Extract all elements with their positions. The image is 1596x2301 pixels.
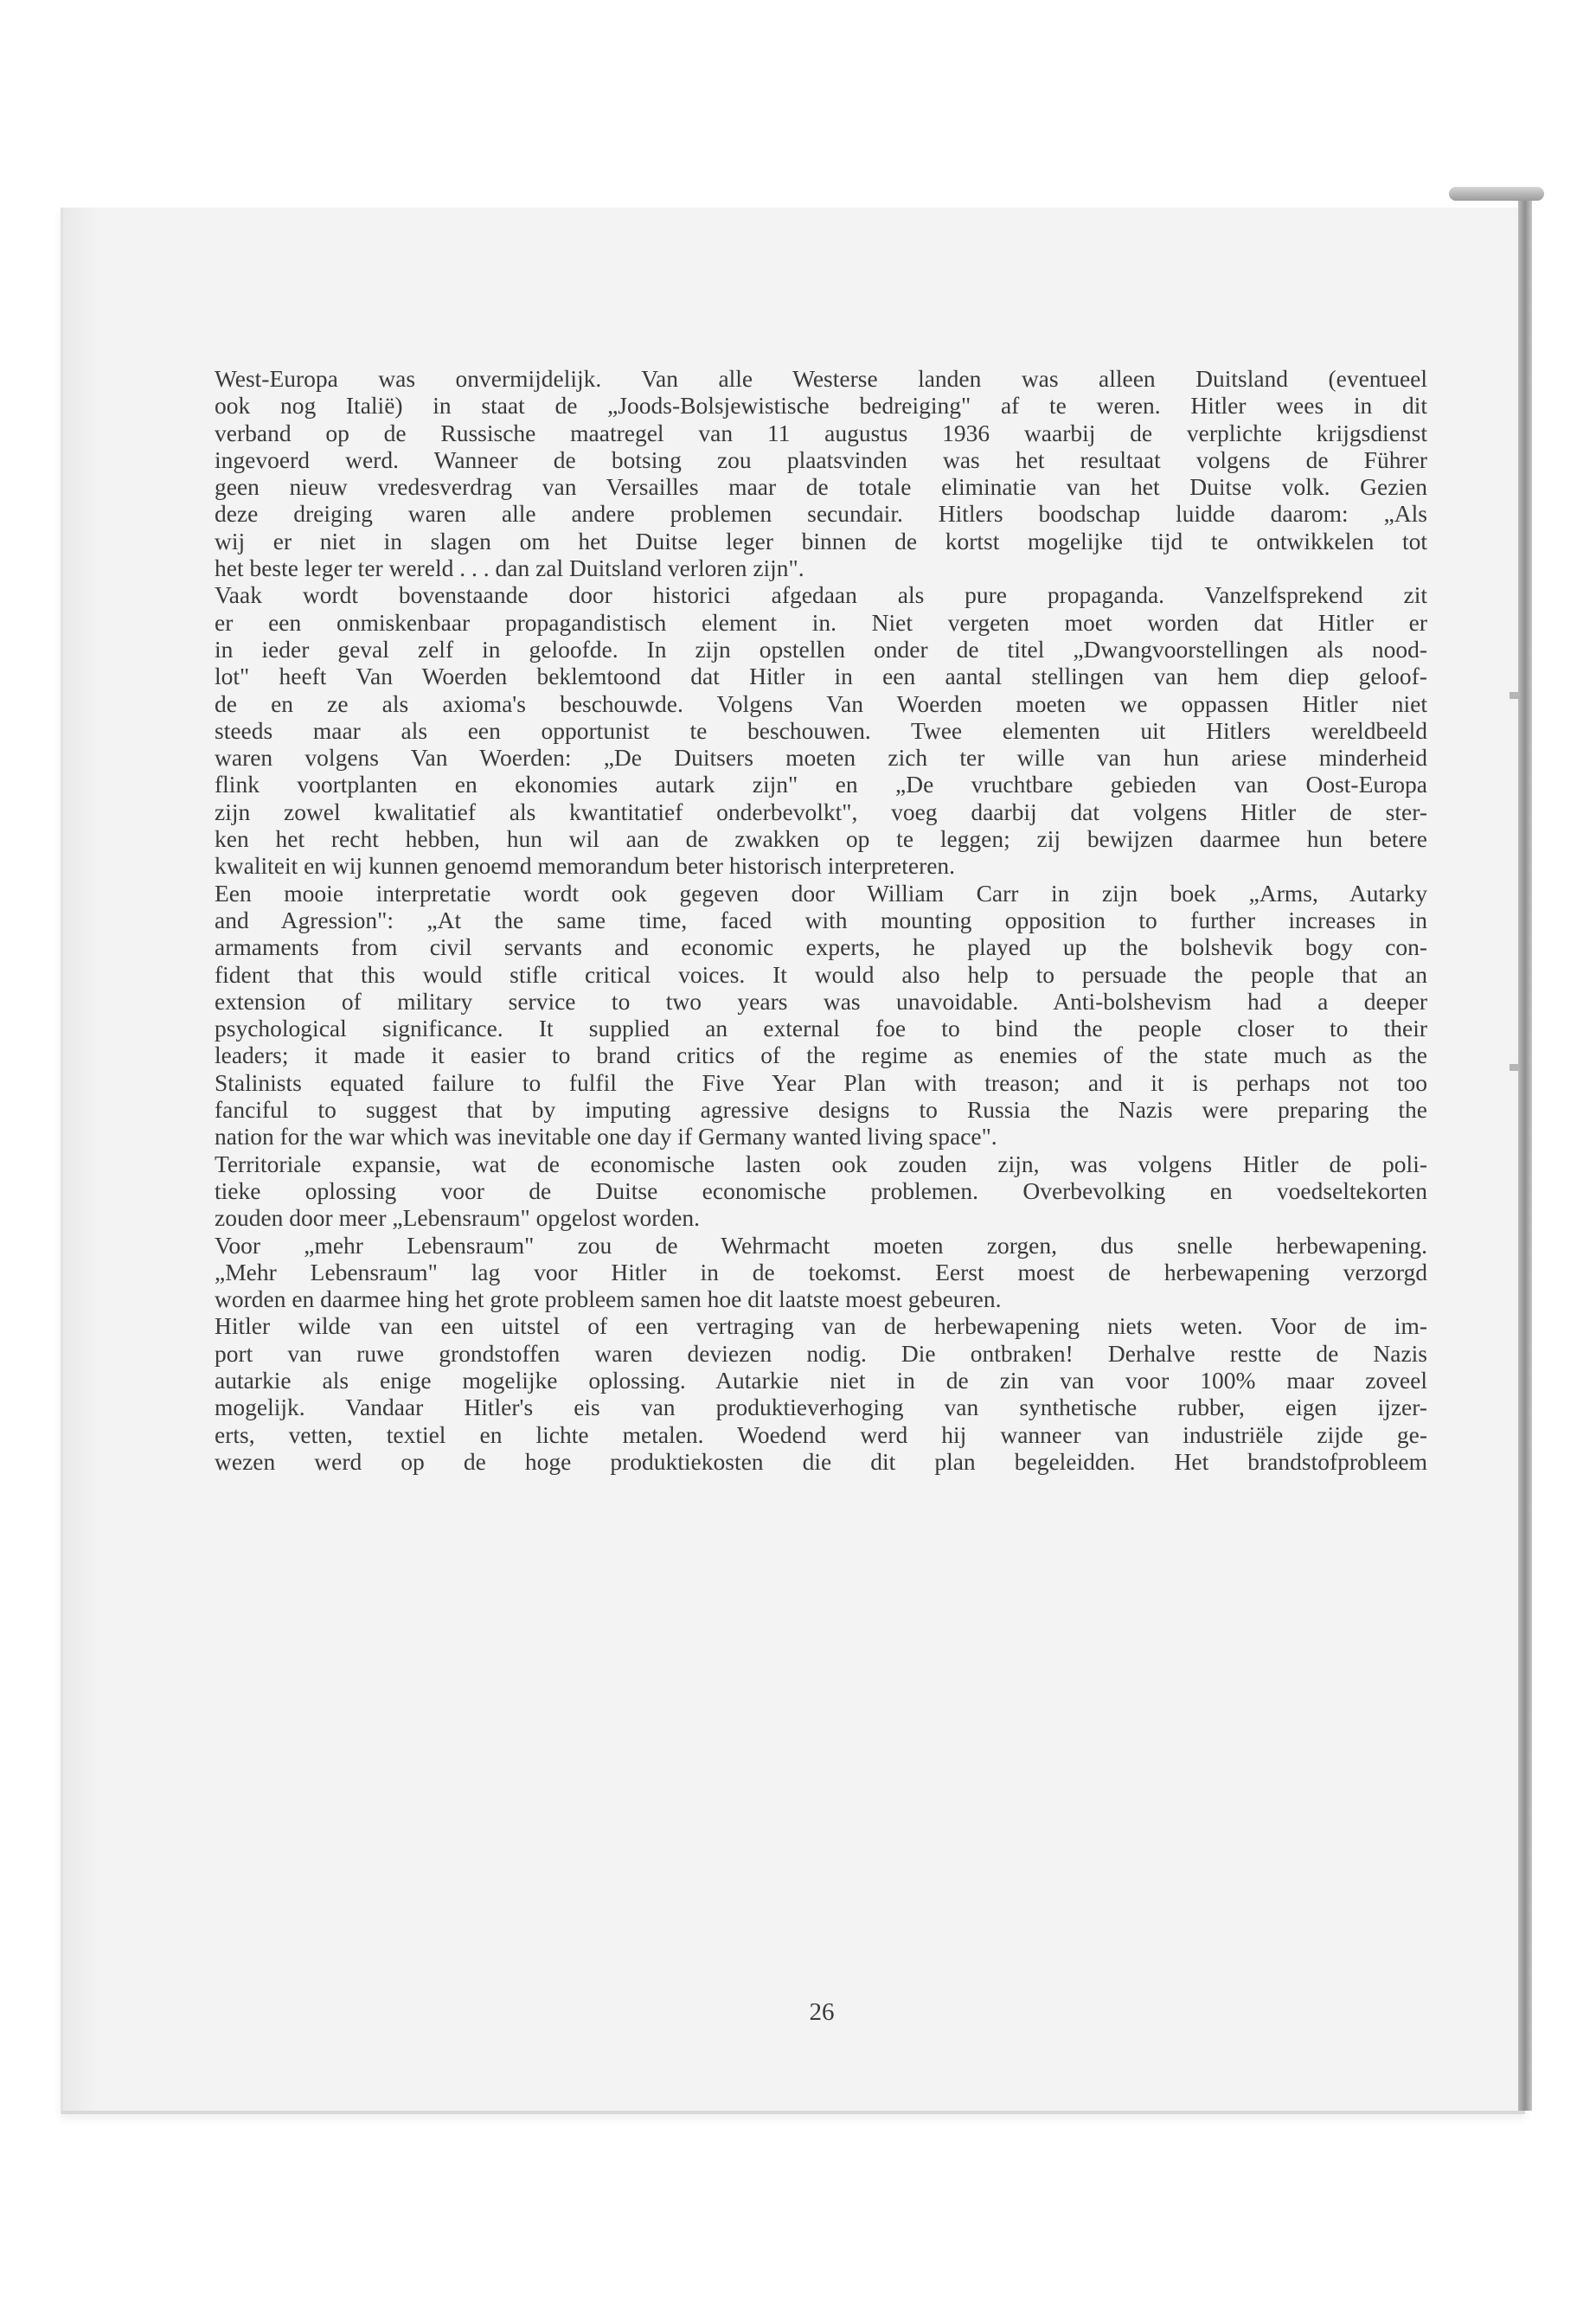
text-line: wezen werd op de hoge produktiekosten die dit plan begeleidden. Het brandstofprobleem xyxy=(215,1447,1427,1475)
text-line: steeds maar als een opportunist te beschouwen. Twee elementen uit Hitlers wereldbeeld xyxy=(215,716,1427,744)
page-clip xyxy=(1449,187,1544,201)
edge-mark xyxy=(1509,692,1518,699)
paragraph xyxy=(215,1150,1427,1232)
text-line: autarkie als enige mogelijke oplossing. Autarkie niet in de zin van voor 100% maar zoveel xyxy=(215,1366,1427,1394)
text-line: flink voortplanten en ekonomies autark zijn" en „De vruchtbare gebieden van Oost-Europa xyxy=(215,771,1427,798)
paragraph xyxy=(215,1312,1427,1475)
text-line: leaders; it made it easier to brand critics of the regime as enemies of the state much as the xyxy=(215,1042,1427,1069)
text-line: Een mooie interpretatie wordt ook gegeven door William Carr in zijn boek „Arms, Autarky xyxy=(215,879,1427,907)
text-line: armaments from civil servants and economic experts, he played up the bolshevik bogy con- xyxy=(215,933,1427,961)
paragraph xyxy=(215,880,1427,1150)
paragraph xyxy=(215,1232,1427,1313)
paragraph xyxy=(215,365,1427,581)
text-line: Hitler wilde van een uitstel of een vertraging van de herbewapening niets weten. Voor de im- xyxy=(215,1312,1427,1340)
text-line: de en ze als axioma's beschouwde. Volgens Van Woerden moeten we oppassen Hitler niet xyxy=(215,689,1427,717)
text-line: mogelijk. Vandaar Hitler's eis van produktieverhoging van synthetische rubber, eigen ijzer- xyxy=(215,1394,1427,1421)
text-line: erts, vetten, textiel en lichte metalen. Woedend werd hij wanneer van industriële zijde ge- xyxy=(215,1420,1427,1448)
text-line: er een onmiskenbaar propagandistisch element in. Niet vergeten moet worden dat Hitler er xyxy=(215,608,1427,636)
text-line: verband op de Russische maatregel van 11 augustus 1936 waarbij de verplichte krijgsdienst xyxy=(215,419,1427,446)
text-line: fident that this would stifle critical voices. It would also help to persuade the people that an xyxy=(215,960,1427,988)
text-line: in ieder geval zelf in geloofde. In zijn opstellen onder de titel „Dwangvoorstellingen als nood- xyxy=(215,635,1427,663)
text-line: port van ruwe grondstoffen waren deviezen nodig. Die ontbraken! Derhalve restte de Nazis xyxy=(215,1339,1427,1367)
text-line: deze dreiging waren alle andere problemen secundair. Hitlers boodschap luidde daarom: „Als xyxy=(215,500,1427,528)
text-line: extension of military service to two years was unavoidable. Anti-bolshevism had a deeper xyxy=(215,987,1427,1015)
text-line: het beste leger ter wereld . . . dan zal Duitsland verloren zijn". xyxy=(215,554,804,582)
text-line: Vaak wordt bovenstaande door historici afgedaan als pure propaganda. Vanzelfsprekend zit xyxy=(215,581,1427,609)
page-gutter-shade xyxy=(63,208,98,2111)
text-line: ken het recht hebben, hun wil aan de zwakken op te leggen; zij bewijzen daarmee hun betere xyxy=(215,825,1427,853)
text-line: ook nog Italië) in staat de „Joods-Bolsjewistische bedreiging" af te weren. Hitler wees in dit xyxy=(215,392,1427,420)
body-text xyxy=(215,365,1427,1475)
text-line: wij er niet in slagen om het Duitse leger binnen de kortst mogelijke tijd te ontwikkelen tot xyxy=(215,527,1427,554)
edge-mark xyxy=(1509,1064,1518,1071)
text-line: zouden door meer „Lebensraum" opgelost worden. xyxy=(215,1204,701,1232)
text-line: West-Europa was onvermijdelijk. Van alle Westerse landen was alleen Duitsland (eventueel xyxy=(215,365,1427,392)
text-line: and Agression": „At the same time, faced with mounting opposition to further increases in xyxy=(215,906,1427,933)
text-line: Territoriale expansie, wat de economische lasten ook zouden zijn, was volgens Hitler de poli- xyxy=(215,1150,1427,1177)
text-line: „Mehr Lebensraum" lag voor Hitler in de toekomst. Eerst moest de herbewapening verzorgd xyxy=(215,1258,1427,1285)
text-line: Voor „mehr Lebensraum" zou de Wehrmacht moeten zorgen, dus snelle herbewapening. xyxy=(215,1231,1427,1259)
text-line: psychological significance. It supplied an external foe to bind the people closer to their xyxy=(215,1015,1427,1042)
page-number: 26 xyxy=(809,1998,835,2026)
text-line: zijn zowel kwalitatief als kwantitatief onderbevolkt", voeg daarbij dat volgens Hitler de ster- xyxy=(215,798,1427,825)
text-line: ingevoerd werd. Wanneer de botsing zou plaatsvinden was het resultaat volgens de Führer xyxy=(215,445,1427,473)
text-line: lot" heeft Van Woerden beklemtoond dat Hitler in een aantal stellingen van hem diep geloof- xyxy=(215,663,1427,690)
paragraph xyxy=(215,581,1427,879)
text-line: Stalinists equated failure to fulfil the Five Year Plan with treason; and it is perhaps not too xyxy=(215,1068,1427,1096)
text-line: nation for the war which was inevitable one day if Germany wanted living space". xyxy=(215,1123,997,1150)
book-spine xyxy=(1518,195,1532,2111)
text-line: tieke oplossing voor de Duitse economische problemen. Overbevolking en voedseltekorten xyxy=(215,1176,1427,1204)
text-line: kwaliteit en wij kunnen genoemd memorandum beter historisch interpreteren. xyxy=(215,852,956,880)
text-line: fanciful to suggest that by imputing agressive designs to Russia the Nazis were preparing the xyxy=(215,1096,1427,1124)
text-line: waren volgens Van Woerden: „De Duitsers moeten zich ter wille van hun ariese minderheid xyxy=(215,744,1427,772)
text-line: geen nieuw vredesverdrag van Versailles maar de totale eliminatie van het Duitse volk. Gezien xyxy=(215,473,1427,501)
text-line: worden en daarmee hing het grote probleem samen hoe dit laatste moest gebeuren. xyxy=(215,1285,1002,1313)
